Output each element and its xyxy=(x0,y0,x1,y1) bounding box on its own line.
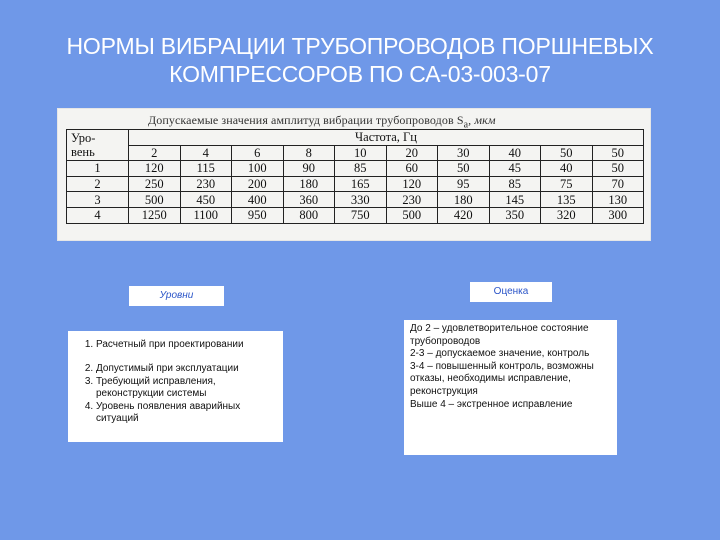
value-cell: 500 xyxy=(129,192,181,208)
value-cell: 1250 xyxy=(129,207,181,223)
value-cell: 350 xyxy=(489,207,541,223)
frequency-cell: 20 xyxy=(386,145,438,161)
value-cell: 95 xyxy=(438,176,490,192)
slide-title xyxy=(40,32,680,88)
frequency-cell: 30 xyxy=(438,145,490,161)
level-header-line-2: вень xyxy=(71,145,95,160)
value-cell: 50 xyxy=(592,161,644,177)
value-cell: 45 xyxy=(489,161,541,177)
slide-title-line-2: КОМПРЕССОРОВ ПО СА-03-003-07 xyxy=(169,61,551,87)
level-cell: 2 xyxy=(67,176,129,192)
value-cell: 75 xyxy=(541,176,593,192)
value-cell: 230 xyxy=(180,176,232,192)
value-cell: 230 xyxy=(386,192,438,208)
value-cell: 70 xyxy=(592,176,644,192)
value-cell: 330 xyxy=(335,192,387,208)
table-header-row xyxy=(67,130,644,146)
level-header-line-1: Уро- xyxy=(71,131,96,146)
frequency-header-cell: Частота, Гц xyxy=(129,130,644,146)
levels-list xyxy=(76,339,277,425)
level-cell: 1 xyxy=(67,161,129,177)
table-caption-unit: , мкм xyxy=(468,113,496,127)
table-row xyxy=(67,161,644,177)
value-cell: 420 xyxy=(438,207,490,223)
frequency-cell: 8 xyxy=(283,145,335,161)
value-cell: 85 xyxy=(489,176,541,192)
value-cell: 90 xyxy=(283,161,335,177)
list-item: 3. Требующий исправления, реконструкции системы xyxy=(96,376,277,401)
levels-label: Уровни xyxy=(129,286,224,306)
vibration-norms-table-image xyxy=(57,108,651,241)
list-item: 4. Уровень появления аварийных ситуаций xyxy=(96,401,277,426)
grade-item: До 2 – удовлетворительное состояние трубопроводов xyxy=(410,323,589,347)
frequency-cell: 4 xyxy=(180,145,232,161)
value-cell: 135 xyxy=(541,192,593,208)
frequency-cell: 2 xyxy=(129,145,181,161)
grade-item: 2-3 – допускаемое значение, контроль xyxy=(410,348,590,360)
value-cell: 400 xyxy=(232,192,284,208)
value-cell: 200 xyxy=(232,176,284,192)
vibration-norms-table xyxy=(66,129,644,224)
value-cell: 320 xyxy=(541,207,593,223)
table-row xyxy=(67,176,644,192)
value-cell: 130 xyxy=(592,192,644,208)
table-caption-subscript: a xyxy=(463,119,469,131)
frequency-cell: 40 xyxy=(489,145,541,161)
level-header-cell xyxy=(67,130,129,161)
value-cell: 800 xyxy=(283,207,335,223)
grade-label: Оценка xyxy=(470,282,552,302)
slide-title-line-1: НОРМЫ ВИБРАЦИИ ТРУБОПРОВОДОВ ПОРШНЕВЫХ xyxy=(66,33,654,59)
table-row xyxy=(67,207,644,223)
frequency-cell: 6 xyxy=(232,145,284,161)
level-cell: 3 xyxy=(67,192,129,208)
value-cell: 40 xyxy=(541,161,593,177)
value-cell: 50 xyxy=(438,161,490,177)
value-cell: 450 xyxy=(180,192,232,208)
table-caption xyxy=(148,113,648,130)
value-cell: 750 xyxy=(335,207,387,223)
value-cell: 180 xyxy=(438,192,490,208)
list-item: 1. Расчетный при проектировании xyxy=(96,339,277,351)
value-cell: 360 xyxy=(283,192,335,208)
value-cell: 120 xyxy=(129,161,181,177)
value-cell: 950 xyxy=(232,207,284,223)
value-cell: 500 xyxy=(386,207,438,223)
value-cell: 120 xyxy=(386,176,438,192)
grade-item: 3-4 – повышенный контроль, возможны отказы, необходимы исправление, реконструкция xyxy=(410,360,594,397)
value-cell: 145 xyxy=(489,192,541,208)
value-cell: 115 xyxy=(180,161,232,177)
table-caption-text: Допускаемые значения амплитуд вибрации трубопроводов S xyxy=(148,113,464,127)
levels-list-box xyxy=(68,331,283,442)
frequency-cell: 10 xyxy=(335,145,387,161)
value-cell: 85 xyxy=(335,161,387,177)
value-cell: 60 xyxy=(386,161,438,177)
list-item: 2. Допустимый при эксплуатации xyxy=(96,363,277,375)
grade-item: Выше 4 – экстренное исправление xyxy=(410,398,573,410)
grades-box xyxy=(404,320,617,455)
frequency-row xyxy=(67,145,644,161)
value-cell: 1100 xyxy=(180,207,232,223)
frequency-cell: 50 xyxy=(592,145,644,161)
value-cell: 250 xyxy=(129,176,181,192)
frequency-cell: 50 xyxy=(541,145,593,161)
value-cell: 165 xyxy=(335,176,387,192)
level-cell: 4 xyxy=(67,207,129,223)
value-cell: 100 xyxy=(232,161,284,177)
value-cell: 300 xyxy=(592,207,644,223)
table-row xyxy=(67,192,644,208)
value-cell: 180 xyxy=(283,176,335,192)
